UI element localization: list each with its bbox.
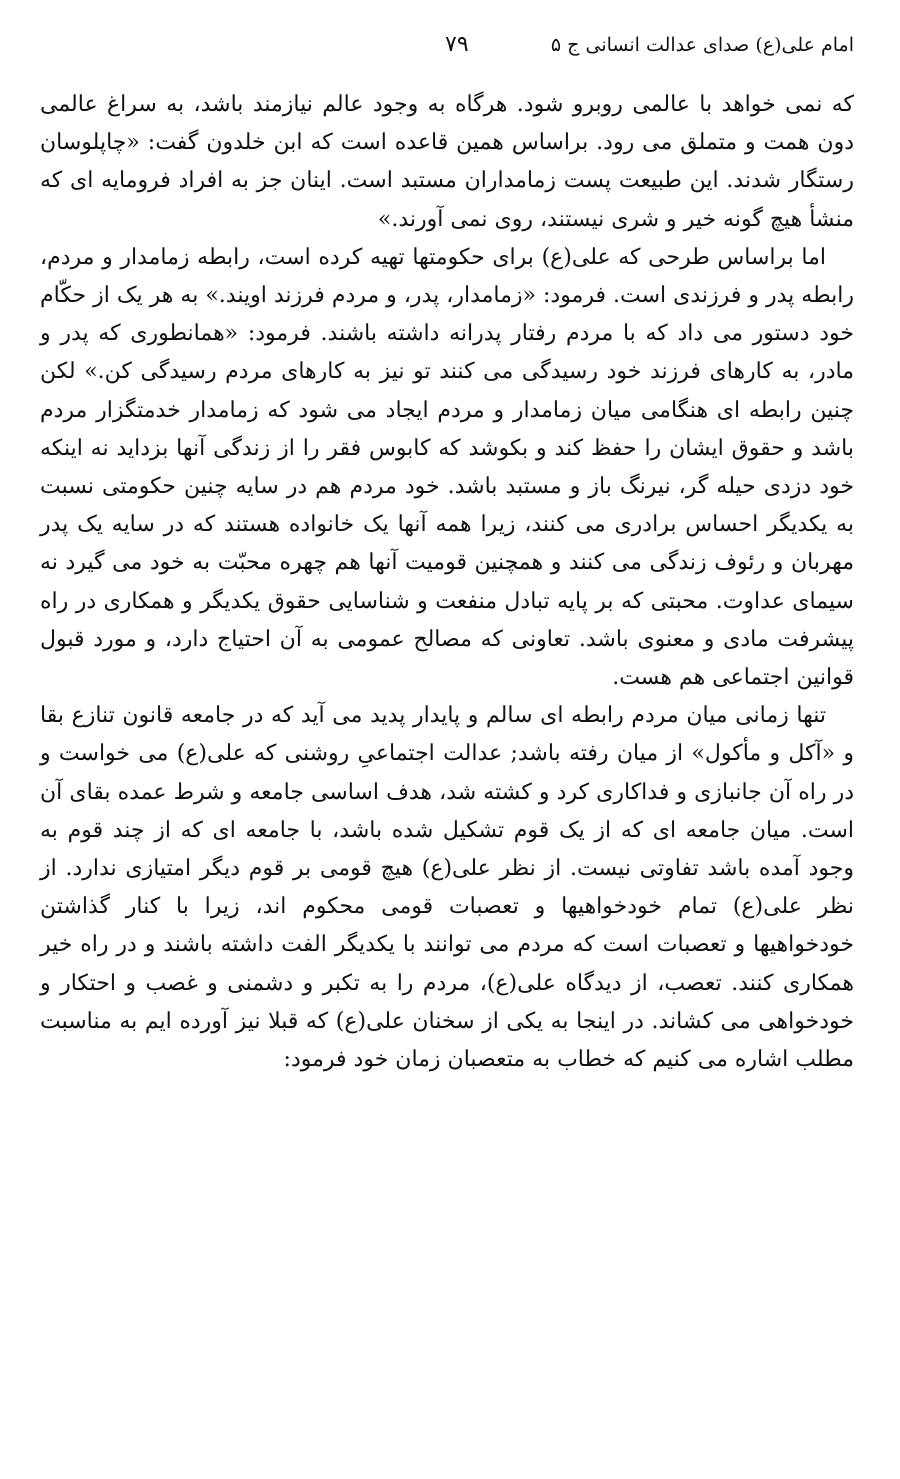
- paragraph-continuation: که نمی خواهد با عالمی روبرو شود. هرگاه به وجود عالم نیازمند باشد، به سراغ عالمی دون همت و متملق می رود. براساس همین قاعده است که ابن خلدون گفت: «چاپلوسان رستگار شدند. این طبیعت پست زمامداران مستبد است. اینان جز به افراد فرومایه ای که منشأ هیچ گونه خیر و شری نیستند، روی نمی آورند.»: [40, 92, 854, 232]
- paragraph-father-child-relation: اما براساس طرحی که علی(ع) برای حکومتها تهیه کرده است، رابطه زمامدار و مردم، رابطه پدر و فرزندی است. فرمود: «زمامدار، پدر، و مردم فرزند اویند.» به هر یک از حکّام خود دستور می داد که با مردم رفتار پدرانه داشته باشند. فرمود: «همانطوری که پدر و مادر، به کارهای فرزند خود رسیدگی می کنند تو نیز به کارهای مردم رسیدگی کن.» لکن چنین رابطه ای هنگامی میان زمامدار و مردم ایجاد می شود که زمامدار خدمتگزار مردم باشد و حقوق ایشان را حفظ کند و بکوشد که کابوس فقر را از زندگی آنها بزداید نه اینکه خود دزدی حیله گر، نیرنگ باز و مستبد باشد. خود مردم هم در سایه چنین حکومتی نسبت به یکدیگر احساس برادری می کنند، زیرا همه آنها یک خانواده هستند که در سایه یک پدر مهربان و رئوف زندگی می کنند و همچنین قومیت آنها هم چهره محبّت به خود می گیرد نه سیمای عداوت. محبتی که بر پایه تبادل منفعت و شناسایی حقوق یکدیگر و همکاری در راه پیشرفت مادی و معنوی باشد. تعاونی که مصالح عمومی به آن احتیاج دارد، و مورد قبول قوانین اجتماعی هم هست.: [40, 244, 854, 691]
- page-header: [40, 30, 854, 70]
- paragraph-social-justice: تنها زمانی میان مردم رابطه ای سالم و پایدار پدید می آید که در جامعه قانون تنازع بقا و «آکل و مأکول» از میان رفته باشد; عدالت اجتماعیِ روشنی که علی(ع) می خواست و در راه آن جانبازی و فداکاری کرد و کشته شد، هدف اساسی جامعه و شرط عمده بقای آن است. میان جامعه ای که از یک قوم تشکیل شده باشد، با جامعه ای که از چند قوم به وجود آمده باشد تفاوتی نیست. از نظر علی(ع) هیچ قومی بر قوم دیگر امتیازی ندارد. از نظر علی(ع) تمام خودخواهیها و تعصبات قومی محکوم اند، زیرا با کنار گذاشتن خودخواهیها و تعصبات است که مردم می توانند با یکدیگر الفت داشته باشند و در راه خیر همکاری کنند. تعصب، از دیدگاه علی(ع)، مردم را به تکبر و دشمنی و غصب و احتکار و خودخواهی می کشاند. در اینجا به یکی از سخنان علی(ع) که قبلا نیز آورده ایم به مناسبت مطلب اشاره می کنیم که خطاب به متعصبان زمان خود فرمود:: [40, 703, 854, 1073]
- running-title: امام علی(ع) صدای عدالت انسانی ج ۵: [550, 34, 854, 56]
- body-text: [40, 86, 854, 1079]
- page-number: ۷۹: [445, 32, 469, 57]
